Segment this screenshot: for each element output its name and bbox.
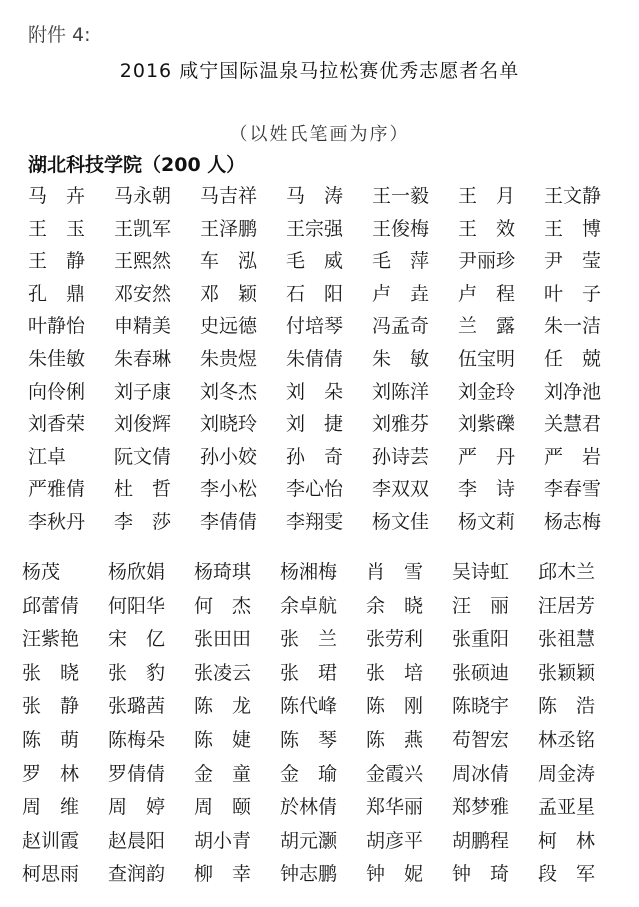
attachment-label: 附件 4: — [28, 24, 91, 46]
name-cell: 罗倩倩 — [108, 762, 166, 785]
name-cell: 任 兢 — [544, 347, 602, 370]
name-cell: 张 静 — [22, 695, 80, 718]
name-cell: 胡鹏程 — [452, 829, 510, 852]
name-cell: 王宗强 — [286, 217, 344, 240]
name-cell: 王 效 — [458, 217, 516, 240]
name-cell: 张重阳 — [452, 628, 510, 651]
name-cell: 李双双 — [372, 478, 430, 501]
name-cell: 张祖慧 — [538, 628, 596, 651]
name-cell: 李 诗 — [458, 478, 516, 501]
name-cell: 余 晓 — [366, 594, 424, 617]
name-cell: 王文静 — [544, 185, 602, 207]
name-cell: 郑华丽 — [366, 796, 424, 819]
name-cell: 刘 朵 — [286, 380, 344, 403]
name-cell: 王凯军 — [114, 217, 172, 240]
name-cell: 周 婷 — [108, 796, 166, 819]
name-cell: 金 瑜 — [280, 762, 338, 785]
name-cell: 查润韵 — [108, 863, 166, 886]
name-cell: 陈晓宇 — [452, 695, 510, 718]
name-cell: 邓安然 — [114, 282, 172, 305]
name-cell: 陈 琴 — [280, 728, 338, 751]
name-cell: 李 莎 — [114, 510, 172, 533]
name-cell: 马 涛 — [286, 185, 344, 207]
name-cell: 马永朝 — [114, 185, 172, 207]
name-cell: 刘 捷 — [286, 413, 344, 436]
name-cell: 石 阳 — [286, 282, 344, 305]
name-cell: 卢 程 — [458, 282, 516, 305]
name-cell: 孙 奇 — [286, 445, 344, 468]
name-cell: 车 泓 — [200, 250, 258, 273]
names-grid-1 — [28, 180, 626, 539]
name-cell: 邱木兰 — [538, 561, 596, 583]
name-cell: 钟志鹏 — [280, 863, 338, 886]
name-cell: 张颖颖 — [538, 661, 596, 684]
name-cell: 张硕迪 — [452, 661, 510, 684]
document-title: 2016 咸宁国际温泉马拉松赛优秀志愿者名单 — [119, 60, 520, 82]
name-cell: 杨文莉 — [458, 510, 516, 533]
name-cell: 杨茂 — [22, 561, 61, 583]
name-cell: 伍宝明 — [458, 347, 516, 370]
name-cell: 毛 萍 — [372, 250, 430, 273]
name-cell: 罗 林 — [22, 762, 80, 785]
name-cell: 邓 颖 — [200, 282, 258, 305]
name-cell: 金霞兴 — [366, 762, 424, 785]
name-cell: 金 童 — [194, 762, 252, 785]
name-cell: 陈 燕 — [366, 728, 424, 751]
name-cell: 柳 幸 — [194, 863, 252, 886]
name-cell: 张 晓 — [22, 661, 80, 684]
name-cell: 杨欣娟 — [108, 561, 166, 583]
name-cell: 朱贵煜 — [200, 347, 258, 370]
name-cell: 付培琴 — [286, 315, 344, 338]
name-cell: 张 珺 — [280, 661, 338, 684]
name-cell: 王熙然 — [114, 250, 172, 273]
name-cell: 刘冬杰 — [200, 380, 258, 403]
name-cell: 张 豹 — [108, 661, 166, 684]
name-cell: 汪 丽 — [452, 594, 510, 617]
name-cell: 王泽鹏 — [200, 217, 258, 240]
name-cell: 关慧君 — [544, 413, 602, 436]
name-cell: 马吉祥 — [200, 185, 258, 207]
section-title: 湖北科技学院（200 人） — [28, 154, 246, 176]
name-cell: 孔 鼎 — [28, 282, 86, 305]
name-cell: 王 博 — [544, 217, 602, 240]
name-cell: 叶 子 — [544, 282, 602, 305]
name-cell: 张劳利 — [366, 628, 424, 651]
name-cell: 杨志梅 — [544, 510, 602, 533]
name-cell: 严 岩 — [544, 445, 602, 468]
name-cell: 陈 婕 — [194, 728, 252, 751]
name-cell: 孙小姣 — [200, 445, 258, 468]
name-cell: 王 玉 — [28, 217, 86, 240]
name-cell: 李秋丹 — [28, 510, 86, 533]
name-cell: 吴诗虹 — [452, 561, 510, 583]
name-cell: 马 卉 — [28, 185, 86, 207]
name-cell: 杨琦琪 — [194, 561, 252, 583]
name-cell: 余卓航 — [280, 594, 338, 617]
name-cell: 钟 妮 — [366, 863, 424, 886]
name-cell: 李春雪 — [544, 478, 602, 501]
name-cell: 王 月 — [458, 185, 516, 207]
name-cell: 何 杰 — [194, 594, 252, 617]
name-cell: 杜 哲 — [114, 478, 172, 501]
name-cell: 钟 琦 — [452, 863, 510, 886]
name-cell: 杨湘梅 — [280, 561, 338, 583]
name-cell: 段 军 — [538, 863, 596, 886]
name-cell: 叶静怡 — [28, 315, 86, 338]
name-cell: 汪紫艳 — [22, 628, 80, 651]
name-cell: 朱倩倩 — [286, 347, 344, 370]
name-cell: 林丞铭 — [538, 728, 596, 751]
name-cell: 孙诗芸 — [372, 445, 430, 468]
name-cell: 刘子康 — [114, 380, 172, 403]
name-cell: 李小松 — [200, 478, 258, 501]
name-cell: 王 静 — [28, 250, 86, 273]
name-cell: 张璐茜 — [108, 695, 166, 718]
name-cell: 刘陈洋 — [372, 380, 430, 403]
name-cell: 陈 刚 — [366, 695, 424, 718]
name-cell: 宋 亿 — [108, 628, 166, 651]
name-cell: 周冰倩 — [452, 762, 510, 785]
name-cell: 邱蕾倩 — [22, 594, 80, 617]
name-cell: 刘俊辉 — [114, 413, 172, 436]
name-cell: 朱一洁 — [544, 315, 602, 338]
names-grid-2 — [22, 556, 620, 892]
name-cell: 苟智宏 — [452, 728, 510, 751]
name-cell: 阮文倩 — [114, 445, 172, 468]
name-cell: 刘紫礫 — [458, 413, 516, 436]
name-cell: 尹 莹 — [544, 250, 602, 273]
name-cell: 申精美 — [114, 315, 172, 338]
name-cell: 兰 露 — [458, 315, 516, 338]
name-cell: 卢 垚 — [372, 282, 430, 305]
name-cell: 王一毅 — [372, 185, 430, 207]
name-cell: 朱春琳 — [114, 347, 172, 370]
name-cell: 陈代峰 — [280, 695, 338, 718]
name-cell: 杨文佳 — [372, 510, 430, 533]
name-cell: 张田田 — [194, 628, 252, 651]
name-cell: 周 颐 — [194, 796, 252, 819]
name-cell: 刘晓玲 — [200, 413, 258, 436]
name-cell: 胡小青 — [194, 829, 252, 852]
name-cell: 毛 威 — [286, 250, 344, 273]
name-cell: 刘雅芬 — [372, 413, 430, 436]
name-cell: 赵训霞 — [22, 829, 80, 852]
name-cell: 郑梦雅 — [452, 796, 510, 819]
name-cell: 胡彦平 — [366, 829, 424, 852]
name-cell: 胡元灏 — [280, 829, 338, 852]
name-cell: 严 丹 — [458, 445, 516, 468]
name-cell: 柯 林 — [538, 829, 596, 852]
name-cell: 陈梅朵 — [108, 728, 166, 751]
name-cell: 尹丽珍 — [458, 250, 516, 273]
name-cell: 陈 萌 — [22, 728, 80, 751]
name-cell: 周金涛 — [538, 762, 596, 785]
name-cell: 朱 敏 — [372, 347, 430, 370]
name-cell: 朱佳敏 — [28, 347, 86, 370]
name-cell: 严雅倩 — [28, 478, 86, 501]
name-cell: 陈 龙 — [194, 695, 252, 718]
name-cell: 向伶俐 — [28, 380, 86, 403]
name-cell: 张 兰 — [280, 628, 338, 651]
name-cell: 陈 浩 — [538, 695, 596, 718]
name-cell: 江卓 — [28, 445, 67, 468]
name-cell: 柯思雨 — [22, 863, 80, 886]
name-cell: 赵晨阳 — [108, 829, 166, 852]
name-cell: 李翔雯 — [286, 510, 344, 533]
name-cell: 周 维 — [22, 796, 80, 819]
name-cell: 李倩倩 — [200, 510, 258, 533]
name-cell: 史远德 — [200, 315, 258, 338]
name-cell: 於林倩 — [280, 796, 338, 819]
name-cell: 李心怡 — [286, 478, 344, 501]
name-cell: 刘净池 — [544, 380, 602, 403]
name-cell: 张 培 — [366, 661, 424, 684]
name-cell: 何阳华 — [108, 594, 166, 617]
name-cell: 肖 雪 — [366, 561, 424, 583]
name-cell: 刘金玲 — [458, 380, 516, 403]
name-cell: 汪居芳 — [538, 594, 596, 617]
name-cell: 孟亚星 — [538, 796, 596, 819]
name-cell: 王俊梅 — [372, 217, 430, 240]
order-note: （以姓氏笔画为序） — [229, 124, 410, 145]
name-cell: 刘香荣 — [28, 413, 86, 436]
name-cell: 冯孟奇 — [372, 315, 430, 338]
name-cell: 张凌云 — [194, 661, 252, 684]
